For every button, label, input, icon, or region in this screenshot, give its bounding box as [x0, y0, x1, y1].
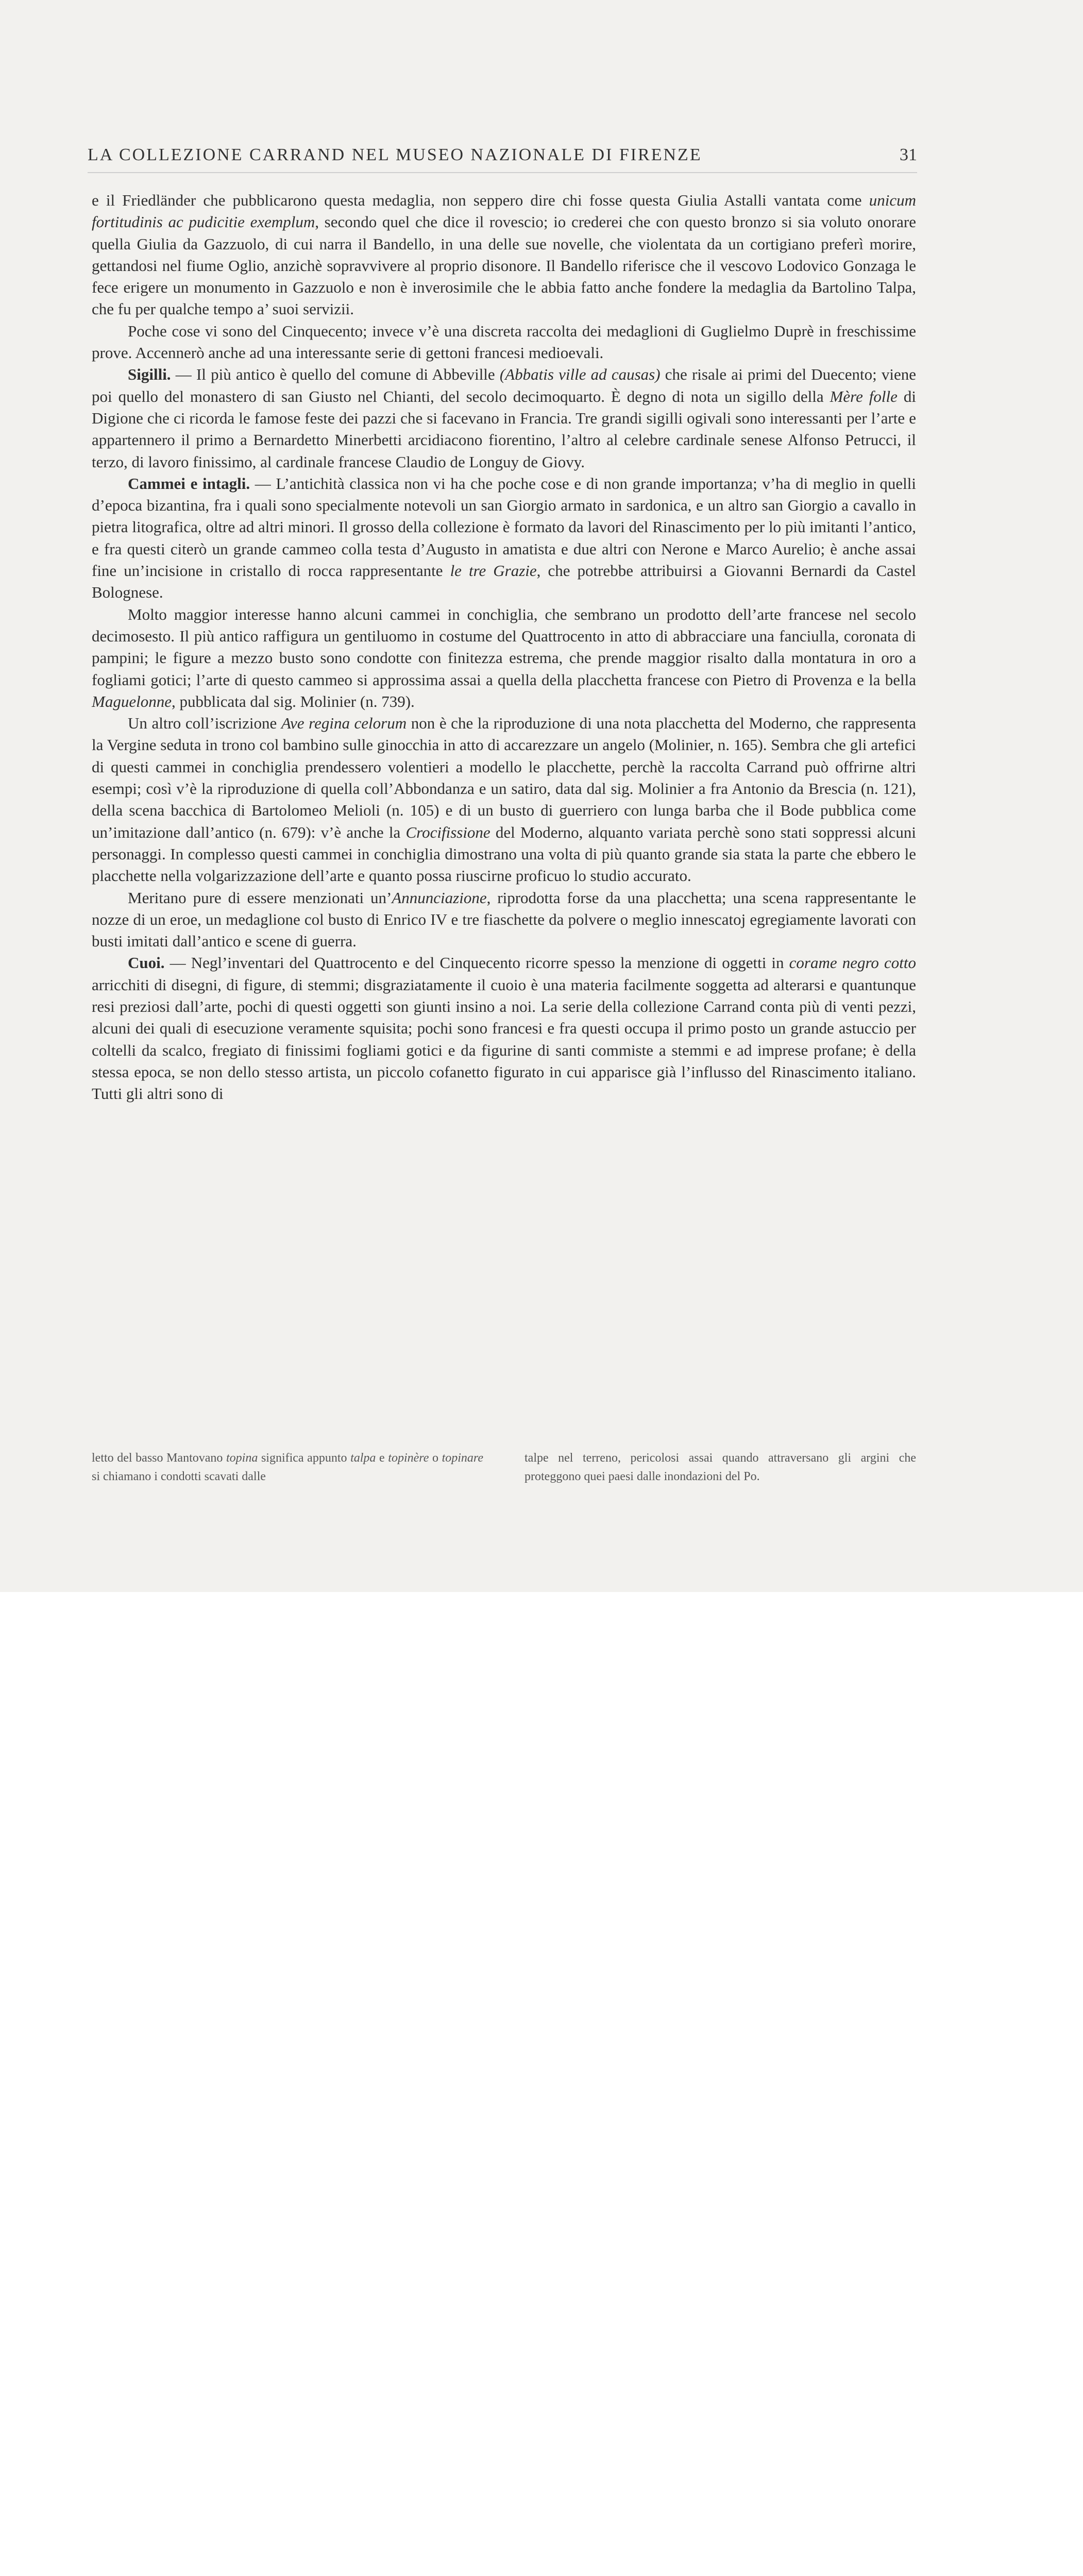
paragraph-segment: (Abbatis ville ad causas): [499, 365, 661, 384]
paragraph-segment: Meritano pure di essere menzionati un’: [128, 888, 392, 907]
footnote-segment: significa appunto: [258, 1451, 351, 1465]
footnote-segment: topinère: [388, 1451, 429, 1465]
paragraph-segment: che risale ai primi del Duecento; viene poi quello del monastero di san Giusto nel Chianti, del secolo decimoquarto. È degno di nota un sigillo della: [92, 365, 917, 405]
paragraph: [92, 887, 916, 953]
footnote-segment: si chiamano i condotti scavati dalle: [92, 1470, 266, 1483]
paragraph-segment: — Negl’inventari del Quattrocento e del Cinquecento ricorre spesso la menzione di oggetti in: [164, 954, 789, 972]
paragraph-segment: , pubblicata dal sig. Molinier (n. 739).: [171, 692, 415, 710]
paragraph-segment: Crocifissione: [405, 823, 490, 841]
paragraph-segment: arricchiti di disegni, di figure, di stemmi; disgraziatamente il cuoio è una materia facilmente soggetta ad alterarsi e quantunque resi preziosi dall’arte, pochi di questi oggetti son giunti insino a noi. La serie della collezione Carrand conta più di venti pezzi, alcuni dei quali di esecuzione veramente squisita; pochi sono francesi e fra questi occupa il primo posto un grande astuccio per coltelli da scalco, fregiato di finissimi fogliami gotici e da figurine di santi commiste a stemmi e ad imprese profane; è della stessa epoca, se non dello stesso artista, un piccolo cofanetto figurato in cui apparisce già l’influsso del Rinascimento italiano. Tutti gli altri sono di: [92, 975, 916, 1103]
paragraph-segment: non è che la riproduzione di una nota placchetta del Moderno, che rappresenta la Vergine seduta in trono col bambino sulle ginocchia in atto di accarezzare un angelo (Molinier, n. 165). Sembra che gli artefici di questi cammei in conchiglia prendessero volentieri a modello le placchette, perchè la raccolta Carrand può offrirne altri esempi; così v’è la riproduzione di quella coll’Abbondanza e un satiro, data dal sig. Molinier a fra Antonio da Brescia (n. 121), della scena bacchica di Bartolomeo Melioli (n. 105) e di un busto di guerriero con lunga barba che il Bode pubblica come un’imitazione dall’antico (n. 679): v’è anche la: [92, 714, 916, 841]
paragraph-segment: , riprodotta forse da una placchetta; una scena rappresentante le nozze di un eroe, un medaglione col busto di Enrico IV e tre fiaschette da polvere o meglio innescatoj egregiamente lavorati con busti imitati dall’antico e scene di guerra.: [92, 888, 917, 951]
paragraph-segment: , che potrebbe attribuirsi a Giovanni Bernardi da Castel Bolognese.: [92, 562, 916, 602]
paragraph-segment: unicum fortitudinis ac pudicitie exemplum: [92, 191, 916, 231]
paragraph-segment: Ave regina celorum: [281, 714, 407, 733]
paragraph: [92, 473, 916, 604]
paragraph-segment: e il Friedländer che pubblicarono questa medaglia, non seppero dire chi fosse questa Giulia Astalli vantata come: [92, 191, 869, 209]
paragraph: [92, 320, 916, 364]
paragraph-segment: Un altro coll’iscrizione: [128, 714, 281, 733]
footnote-segment: talpe nel terreno, pericolosi assai quando attraversano gli argini che proteggono quei paesi dalle inondazioni del Po.: [524, 1451, 916, 1483]
running-head: [88, 145, 917, 165]
paragraph: [92, 952, 916, 1105]
page-number: 31: [900, 145, 917, 164]
paragraph-segment: Annunciazione: [392, 888, 487, 907]
footnote-segment: talpa: [350, 1451, 376, 1465]
paragraph-segment: Cuoi.: [128, 954, 165, 972]
footnote-segment: topina: [226, 1451, 258, 1465]
paragraph-segment: — Il più antico è quello del comune di Abbeville: [171, 365, 500, 384]
paragraph-segment: Poche cose vi sono del Cinquecento; invece v’è una discreta raccolta dei medaglioni di Guglielmo Duprè in freschissime prove. Accennerò anche ad una interessante serie di gettoni francesi medioevali.: [92, 321, 916, 362]
paragraph-segment: , secondo quel che dice il rovescio; io crederei che con questo bronzo si sia voluto onorare quella Giulia da Gazzuolo, di cui narra il Bandello, in una delle sue novelle, che violentata da un cortigiano preferì morire, gettandosi nel fiume Oglio, anzichè sopravvivere al proprio disonore. Il Bandello riferisce che il vescovo Lodovico Gonzaga le fece erigere un monumento in Gazzuolo e non è inverosimile che le abbia fatto anche fondere la medaglia da Bartolino Talpa, che fu per qualche tempo a’ suoi servizii.: [92, 213, 916, 318]
paragraph-segment: Sigilli.: [128, 365, 171, 384]
paragraph-segment: le tre Grazie: [450, 562, 537, 580]
paragraph-segment: — L’antichità classica non vi ha che poche cose e di non grande importanza; v’ha di meglio in quelli d’epoca bizantina, fra i quali sono specialmente notevoli un san Giorgio armato in sardonica, e un altro san Giorgio a cavallo in pietra litografica, oltre ad altri minori. Il grosso della collezione è formato da lavori del Rinascimento per lo più imitanti l’antico, e fra questi citerò un grande cammeo colla testa d’Augusto in amatista e due altri con Nerone e Marco Aurelio; è anche assai fine un’incisione in cristallo di rocca rappresentante: [92, 474, 916, 580]
paragraph-segment: di Digione che ci ricorda le famose feste dei pazzi che si facevano in Francia. Tre grandi sigilli ogivali sono interessanti per l’arte e appartennero il primo a Bernardetto Minerbetti arcidiacono fiorentino, l’altro al celebre cardinale senese Alfonso Petrucci, il terzo, di lavoro finissimo, al cardinale francese Claudio de Longuy de Giovy.: [92, 387, 916, 471]
paragraph-segment: Molto maggior interesse hanno alcuni cammei in conchiglia, che sembrano un prodotto dell’arte francese nel secolo decimosesto. Il più antico raffigura un gentiluomo in costume del Quattrocento in atto di abbracciare una fanciulla, coronata di pampini; le figure a mezzo busto sono condotte con finitezza estrema, che prende maggior risalto dalla montatura in oro a fogliami gotici; l’arte di questo cammeo si approssima assai a quella della placchetta francese con Pietro di Provenza e la bella: [92, 605, 916, 689]
running-title: LA COLLEZIONE CARRAND NEL MUSEO NAZIONALE DI FIRENZE: [88, 145, 702, 164]
footnote-column-right: [524, 1449, 916, 1486]
footnote-segment: letto del basso Mantovano: [92, 1451, 226, 1465]
footnote-segment: e: [376, 1451, 388, 1465]
footnote-column-left: [92, 1449, 483, 1486]
footnotes: [92, 1449, 916, 1486]
paragraph-segment: Maguelonne: [92, 692, 172, 710]
paragraph: [92, 713, 916, 887]
paragraph: [92, 190, 916, 320]
footnote-segment: o: [429, 1451, 442, 1465]
footer-bar: [0, 1592, 1083, 1702]
paragraph-segment: Mère folle: [830, 387, 898, 405]
paragraph-segment: del Moderno, alquanto variata perchè sono stati soppressi alcuni personaggi. In complesso questi cammei in conchiglia dimostrano una volta di più quanto grande sia stata la parte che ebbero le placchette nella volgarizzazione dell’arte e quanto possa riuscirne proficuo lo studio accurato.: [92, 823, 916, 885]
header-rule: [88, 172, 917, 173]
footnote-segment: topinare: [442, 1451, 483, 1465]
paragraph-segment: corame negro cotto: [789, 954, 916, 972]
paragraph-segment: Cammei e intagli.: [128, 474, 250, 493]
paragraph: [92, 604, 916, 713]
body-text: [92, 190, 916, 1105]
paragraph: [92, 364, 916, 472]
